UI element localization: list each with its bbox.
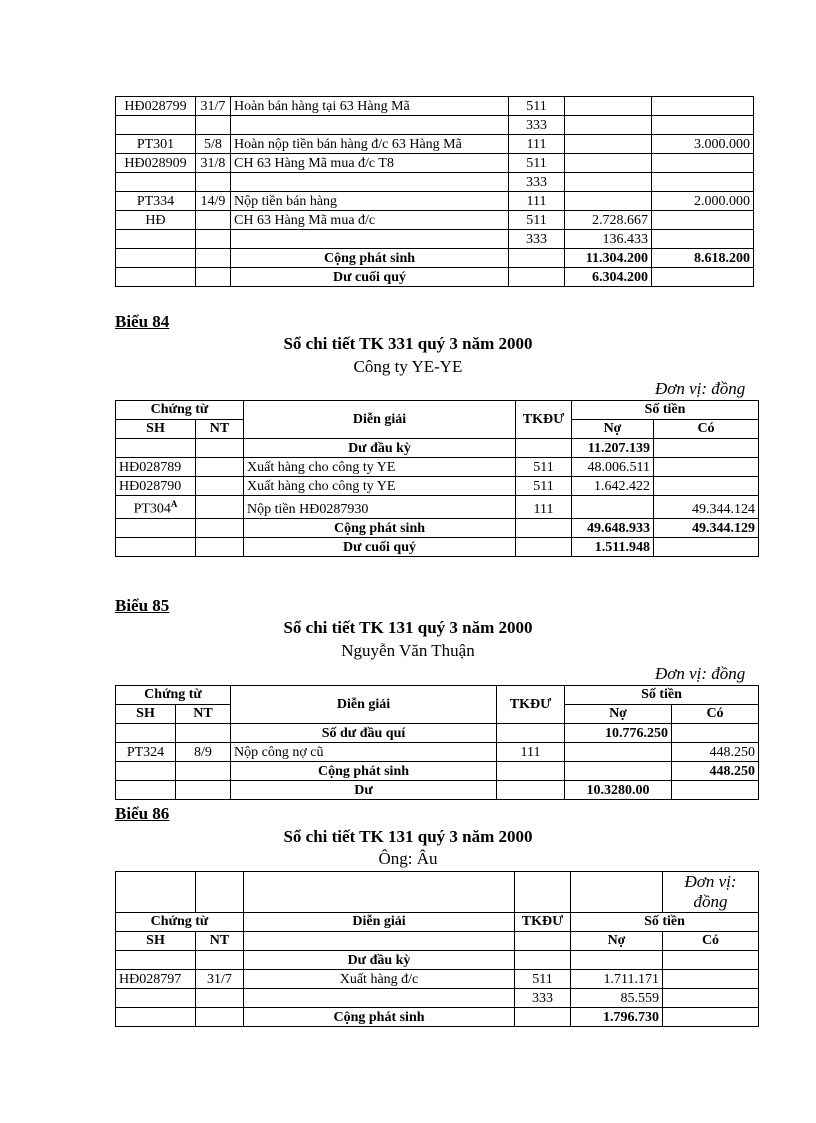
cell-debit <box>565 135 652 154</box>
col-chungtu: Chứng từ <box>116 913 244 932</box>
end-label: Dư cuối quý <box>231 268 509 287</box>
table-row <box>116 173 754 192</box>
table-row <box>116 743 759 762</box>
col-sh: SH <box>116 420 196 439</box>
table-row <box>116 249 754 268</box>
col-sh: SH <box>116 932 196 951</box>
cell-sh: HĐ028799 <box>116 97 196 116</box>
table-row <box>116 518 759 537</box>
opening-debit: 10.776.250 <box>565 724 672 743</box>
section-heading-86: Biểu 86 <box>115 804 170 823</box>
table-row <box>116 762 759 781</box>
opening-label: Số dư đầu quí <box>231 724 497 743</box>
cell-nt: 14/9 <box>196 192 231 211</box>
total-debit: 11.304.200 <box>565 249 652 268</box>
col-no: Nợ <box>572 420 654 439</box>
cell-nt: 8/9 <box>176 743 231 762</box>
header-row <box>116 932 759 951</box>
cell-nt: 31/7 <box>196 970 244 989</box>
cell-sh: PT301 <box>116 135 196 154</box>
opening-debit: 11.207.139 <box>572 439 654 458</box>
cell-credit <box>652 211 754 230</box>
table-row <box>116 439 759 458</box>
opening-label: Dư đầu kỳ <box>244 439 516 458</box>
unit-label-86 <box>663 872 759 913</box>
cell-sh: PT324 <box>116 743 176 762</box>
cell-acct: 511 <box>509 154 565 173</box>
cell-sh <box>116 230 196 249</box>
col-co: Có <box>663 932 759 951</box>
table-row <box>116 192 754 211</box>
cell-credit <box>652 173 754 192</box>
col-diengiai: Diễn giải <box>244 401 516 439</box>
col-nt: NT <box>196 420 244 439</box>
cell-credit <box>652 97 754 116</box>
section-heading-85: Biểu 85 <box>115 596 170 615</box>
cell-acct: 111 <box>509 135 565 154</box>
table-row <box>116 230 754 249</box>
cell-desc: CH 63 Hàng Mã mua đ/c T8 <box>231 154 509 173</box>
cell-debit: 2.728.667 <box>565 211 652 230</box>
ledger-subtitle-84: Công ty YE-YE <box>353 357 463 376</box>
cell-acct: 511 <box>509 211 565 230</box>
total-debit: 49.648.933 <box>572 518 654 537</box>
cell-sh: PT334 <box>116 192 196 211</box>
total-debit: 1.796.730 <box>571 1008 663 1027</box>
col-no: Nợ <box>565 705 672 724</box>
cell-desc: Xuất hàng cho công ty YE <box>244 458 516 477</box>
table-row <box>116 970 759 989</box>
cell-acct: 333 <box>509 116 565 135</box>
ledger-table-86 <box>115 871 759 1027</box>
unit-row <box>116 872 759 913</box>
table-row <box>116 458 759 477</box>
cell-credit <box>652 116 754 135</box>
cell-sh-mark: A <box>170 499 178 509</box>
header-row <box>116 401 759 420</box>
cell-desc <box>231 230 509 249</box>
ledger-table-84 <box>115 400 759 557</box>
cell-nt <box>196 116 231 135</box>
header-row <box>116 686 759 705</box>
cell-desc: Hoàn nộp tiền bán hàng đ/c 63 Hàng Mã <box>231 135 509 154</box>
cell-sh: HĐ028790 <box>116 477 196 496</box>
cell-acct: 511 <box>516 477 572 496</box>
cell-sh: HĐ028797 <box>116 970 196 989</box>
unit-line1: Đơn vị: <box>684 872 737 891</box>
cell-desc: Nộp tiền HĐ0287930 <box>244 496 516 519</box>
cell-sh-text: PT304 <box>133 501 171 517</box>
end-debit: 6.304.200 <box>565 268 652 287</box>
cell-sh: HĐ <box>116 211 196 230</box>
col-sh: SH <box>116 705 176 724</box>
end-label: Dư <box>231 781 497 800</box>
cell-sh <box>116 173 196 192</box>
col-nt: NT <box>176 705 231 724</box>
cell-desc: Nộp tiền bán hàng <box>231 192 509 211</box>
cell-sh <box>116 496 196 519</box>
table-row <box>116 951 759 970</box>
end-debit: 10.3280.00 <box>565 781 672 800</box>
table-row <box>116 116 754 135</box>
cell-desc: Xuất hàng cho công ty YE <box>244 477 516 496</box>
cell-acct: 111 <box>516 496 572 519</box>
col-tkdu: TKĐƯ <box>497 686 565 724</box>
unit-line2: đồng <box>693 892 728 911</box>
cell-sh: HĐ028909 <box>116 154 196 173</box>
cell-debit <box>565 173 652 192</box>
cell-acct: 333 <box>515 989 571 1008</box>
table-row <box>116 1008 759 1027</box>
cell-acct: 511 <box>516 458 572 477</box>
cell-credit: 2.000.000 <box>652 192 754 211</box>
ledger-subtitle-85: Nguyễn Văn Thuận <box>341 641 475 660</box>
opening-label: Dư đầu kỳ <box>244 951 515 970</box>
cell-debit <box>565 97 652 116</box>
cell-acct: 333 <box>509 173 565 192</box>
unit-label-85: Đơn vị: đồng <box>655 664 746 683</box>
cell-debit <box>565 192 652 211</box>
cell-acct: 111 <box>509 192 565 211</box>
cell-nt: 5/8 <box>196 135 231 154</box>
cell-desc: CH 63 Hàng Mã mua đ/c <box>231 211 509 230</box>
cell-sh: HĐ028789 <box>116 458 196 477</box>
cell-nt <box>196 173 231 192</box>
cell-desc <box>231 116 509 135</box>
cell-debit <box>565 116 652 135</box>
col-tkdu: TKĐƯ <box>516 401 572 439</box>
cell-credit: 448.250 <box>672 743 759 762</box>
cell-nt <box>196 211 231 230</box>
total-label: Cộng phát sinh <box>244 518 516 537</box>
col-chungtu: Chứng từ <box>116 401 244 420</box>
table-row <box>116 97 754 116</box>
cell-sh <box>116 116 196 135</box>
cell-nt <box>196 230 231 249</box>
total-label: Cộng phát sinh <box>244 1008 515 1027</box>
ledger-subtitle-86: Ông: Âu <box>378 849 438 868</box>
cell-credit <box>652 230 754 249</box>
cell-debit: 85.559 <box>571 989 663 1008</box>
ledger-title-85: Sổ chi tiết TK 131 quý 3 năm 2000 <box>283 618 533 637</box>
table-row <box>116 537 759 556</box>
table-row <box>116 268 754 287</box>
col-no: Nợ <box>571 932 663 951</box>
col-chungtu: Chứng từ <box>116 686 231 705</box>
cell-desc: Xuất hàng đ/c <box>244 970 515 989</box>
cell-acct: 511 <box>509 97 565 116</box>
cell-debit <box>565 154 652 173</box>
cell-debit: 1.711.171 <box>571 970 663 989</box>
col-co: Có <box>672 705 759 724</box>
col-diengiai: Diễn giải <box>231 686 497 724</box>
col-sotien: Số tiền <box>565 686 759 705</box>
cell-credit: 3.000.000 <box>652 135 754 154</box>
cell-desc: Nộp công nợ cũ <box>231 743 497 762</box>
section-heading-84: Biểu 84 <box>115 312 170 331</box>
total-credit: 8.618.200 <box>652 249 754 268</box>
col-tkdu: TKĐƯ <box>515 913 571 932</box>
total-credit: 448.250 <box>672 762 759 781</box>
total-label: Cộng phát sinh <box>231 249 509 268</box>
cell-debit: 1.642.422 <box>572 477 654 496</box>
cell-desc: Hoàn bán hàng tại 63 Hàng Mã <box>231 97 509 116</box>
table-row <box>116 496 759 519</box>
cell-debit: 136.433 <box>565 230 652 249</box>
total-label: Cộng phát sinh <box>231 762 497 781</box>
table-row <box>116 989 759 1008</box>
table-row <box>116 781 759 800</box>
ledger-title-86: Sổ chi tiết TK 131 quý 3 năm 2000 <box>283 827 533 846</box>
table-row <box>116 477 759 496</box>
ledger-table-85 <box>115 685 759 800</box>
end-label: Dư cuối quý <box>244 537 516 556</box>
cell-acct: 333 <box>509 230 565 249</box>
cell-acct: 511 <box>515 970 571 989</box>
table-row <box>116 135 754 154</box>
end-debit: 1.511.948 <box>572 537 654 556</box>
cell-nt: 31/8 <box>196 154 231 173</box>
col-sotien: Số tiền <box>571 913 759 932</box>
cell-credit <box>652 154 754 173</box>
col-diengiai: Diễn giải <box>244 913 515 932</box>
table-row <box>116 724 759 743</box>
col-co: Có <box>654 420 759 439</box>
total-credit: 49.344.129 <box>654 518 759 537</box>
cell-desc <box>231 173 509 192</box>
header-row <box>116 913 759 932</box>
cell-acct: 111 <box>497 743 565 762</box>
col-nt: NT <box>196 932 244 951</box>
unit-label-84: Đơn vị: đồng <box>655 379 746 398</box>
ledger-table-top <box>115 96 754 287</box>
ledger-top-body <box>116 97 754 249</box>
table-row <box>116 154 754 173</box>
col-sotien: Số tiền <box>572 401 759 420</box>
cell-credit: 49.344.124 <box>654 496 759 519</box>
cell-nt: 31/7 <box>196 97 231 116</box>
ledger-title-84: Sổ chi tiết TK 331 quý 3 năm 2000 <box>283 334 533 353</box>
table-row <box>116 211 754 230</box>
cell-debit: 48.006.511 <box>572 458 654 477</box>
